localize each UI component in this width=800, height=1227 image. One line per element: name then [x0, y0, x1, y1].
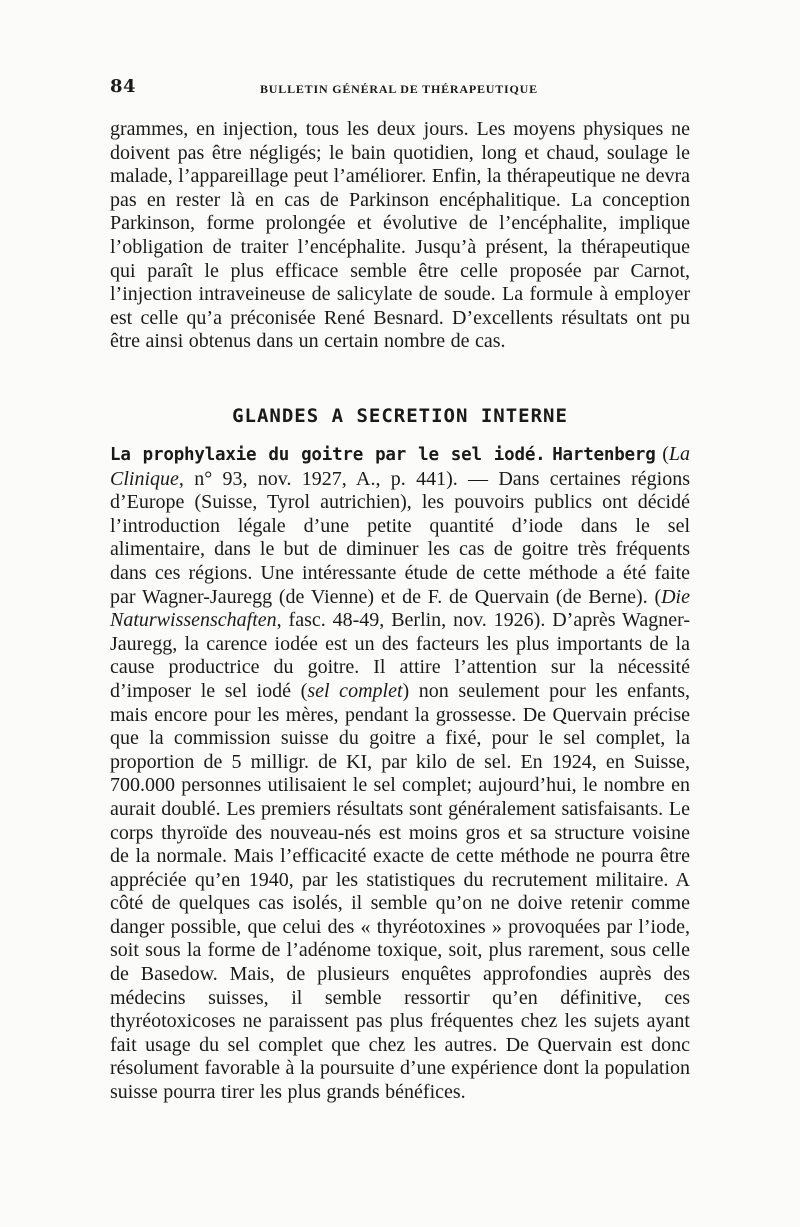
article-title: La prophylaxie du goitre par le sel iodé. [110, 445, 546, 465]
running-head [110, 76, 690, 100]
journal-title: BULLETIN GÉNÉRAL DE THÉRAPEUTIQUE [260, 82, 538, 96]
section-heading: GLANDES A SECRETION INTERNE [232, 405, 568, 427]
article-author: Hartenberg [552, 445, 656, 465]
reference-journal: La Clinique [110, 443, 691, 490]
sel-complet-term: sel complet [307, 679, 403, 702]
paragraph-parkinson-therapy: grammes, en injection, tous les deux jours. Les moyens physiques ne doivent pas être négligés; le bain quotidien, long et chaud, soulage le malade, l’appareillage peut l’améliorer. Enfin, la thérapeutique ne devra pas en rester là en cas de Parkinson encéphalitique. La conception Parkinson, forme prolongée et évolutive de l’encéphalite, implique l’obligation de traiter l’encéphalite. Jusqu’à présent, la thérapeutique qui paraît le plus efficace semble être celle proposée par Carnot, l’injection intraveineuse de salicylate de soude. La formule à employer est celle qu’a préconisée René Besnard. D’excellents résultats ont pu être ainsi obtenus dans un certain nombre de cas. [110, 118, 690, 353]
source-title: Die Naturwissenschaften [110, 585, 690, 632]
reference-details: , n° 93, nov. 1927, A., p. 441). — [178, 467, 499, 490]
article-text-part-3: ) non seulement pour les enfants, mais encore pour les mères, pendant la grossesse. De Quervain précise que la commission suisse du goitre a fixé, pour le sel complet, la proportion de 5 milligr. de KI, par kilo de sel. En 1924, en Suisse, 700.000 personnes utilisaient le sel complet; aujourd’hui, le nombre en aurait doublé. Les premiers résultats sont généralement satisfaisants. Le corps thyroïde des nouveau-nés est moins gros et sa structure voisine de la normale. Mais l’efficacité exacte de cette méthode ne pourra être appréciée qu’en 1940, par les statistiques du recrutement militaire. A côté de quelques cas isolés, il semble qu’on ne doive retenir comme danger possible, que celui des « thyréotoxines » provoquées par l’iode, soit sous la forme de l’adénome toxique, soit, plus rarement, sous celle de Basedow. Mais, de plusieurs enquêtes approfondies auprès des médecins suisses, il semble ressortir qu’en définitive, ces thyréotoxicoses ne paraissent pas plus fréquentes chez les sujets ayant fait usage du sel complet que chez les autres. De Quervain est donc résolument favorable à la poursuite d’une expérience dont la population suisse pourra tirer les plus grands bénéfices. [110, 679, 690, 1104]
article-text-part-2: , fasc. 48-49, Berlin, nov. 1926). D’après Wagner-Jauregg, la carence iodée est un des facteurs les plus importants de la cause productrice du goitre. Il attire l’attention sur la nécessité d’imposer le sel iodé ( [110, 609, 690, 702]
article-text-part-1: Dans certaines régions d’Europe (Suisse, Tyrol autrichien), les pouvoirs publics ont décidé l’introduction légale d’une petite quantité d’iode dans le sel alimentaire, dans le but de diminuer les cas de goitre très fréquents dans ces régions. Une intéressante étude de cette méthode a été faite par Wagner-Jauregg (de Vienne) et de F. de Quervain (de Berne). ( [110, 467, 690, 608]
page-number: 84 [110, 76, 137, 97]
article-goitre-prophylaxis: La prophylaxie du goitre par le sel iodé. Hartenberg (La Clinique, n° 93, nov. 1927, A., p. 441). — Dans certaines régions d’Europe (Suisse, Tyrol autrichien), les pouvoirs publics ont décidé l’introduction légale d’une petite quantité d’iode dans le sel alimentaire, dans le but de diminuer les cas de goitre très fréquents dans ces régions. Une intéressante étude de cette méthode a été faite par Wagner-Jauregg (de Vienne) et de F. de Quervain (de Berne). (Die Naturwissenschaften, fasc. 48-49, Berlin, nov. 1926). D’après Wagner-Jauregg, la carence iodée est un des facteurs les plus importants de la cause productrice du goitre. Il attire l’attention sur la nécessité d’imposer le sel iodé (sel complet) non seulement pour les enfants, mais encore pour les mères, pendant la grossesse. De Quervain précise que la commission suisse du goitre a fixé, pour le sel complet, la proportion de 5 milligr. de KI, par kilo de sel. En 1924, en Suisse, 700.000 personnes utilisaient le sel complet; aujourd’hui, le nombre en aurait doublé. Les premiers résultats sont généralement satisfaisants. Le corps thyroïde des nouveau-nés est moins gros et sa structure voisine de la normale. Mais l’efficacité exacte de cette méthode ne pourra être appréciée qu’en 1940, par les statistiques du recrutement militaire. A côté de quelques cas isolés, il semble qu’on ne doive retenir comme danger possible, que celui des « thyréotoxines » provoquées par l’iode, soit sous la forme de l’adénome toxique, soit, plus rarement, sous celle de Basedow. Mais, de plusieurs enquêtes approfondies auprès des médecins suisses, il semble ressortir qu’en définitive, ces thyréotoxicoses ne paraissent pas plus fréquentes chez les sujets ayant fait usage du sel complet que chez les autres. De Quervain est donc résolument favorable à la poursuite d’une expérience dont la population suisse pourra tirer les plus grands bénéfices. [110, 443, 691, 1104]
